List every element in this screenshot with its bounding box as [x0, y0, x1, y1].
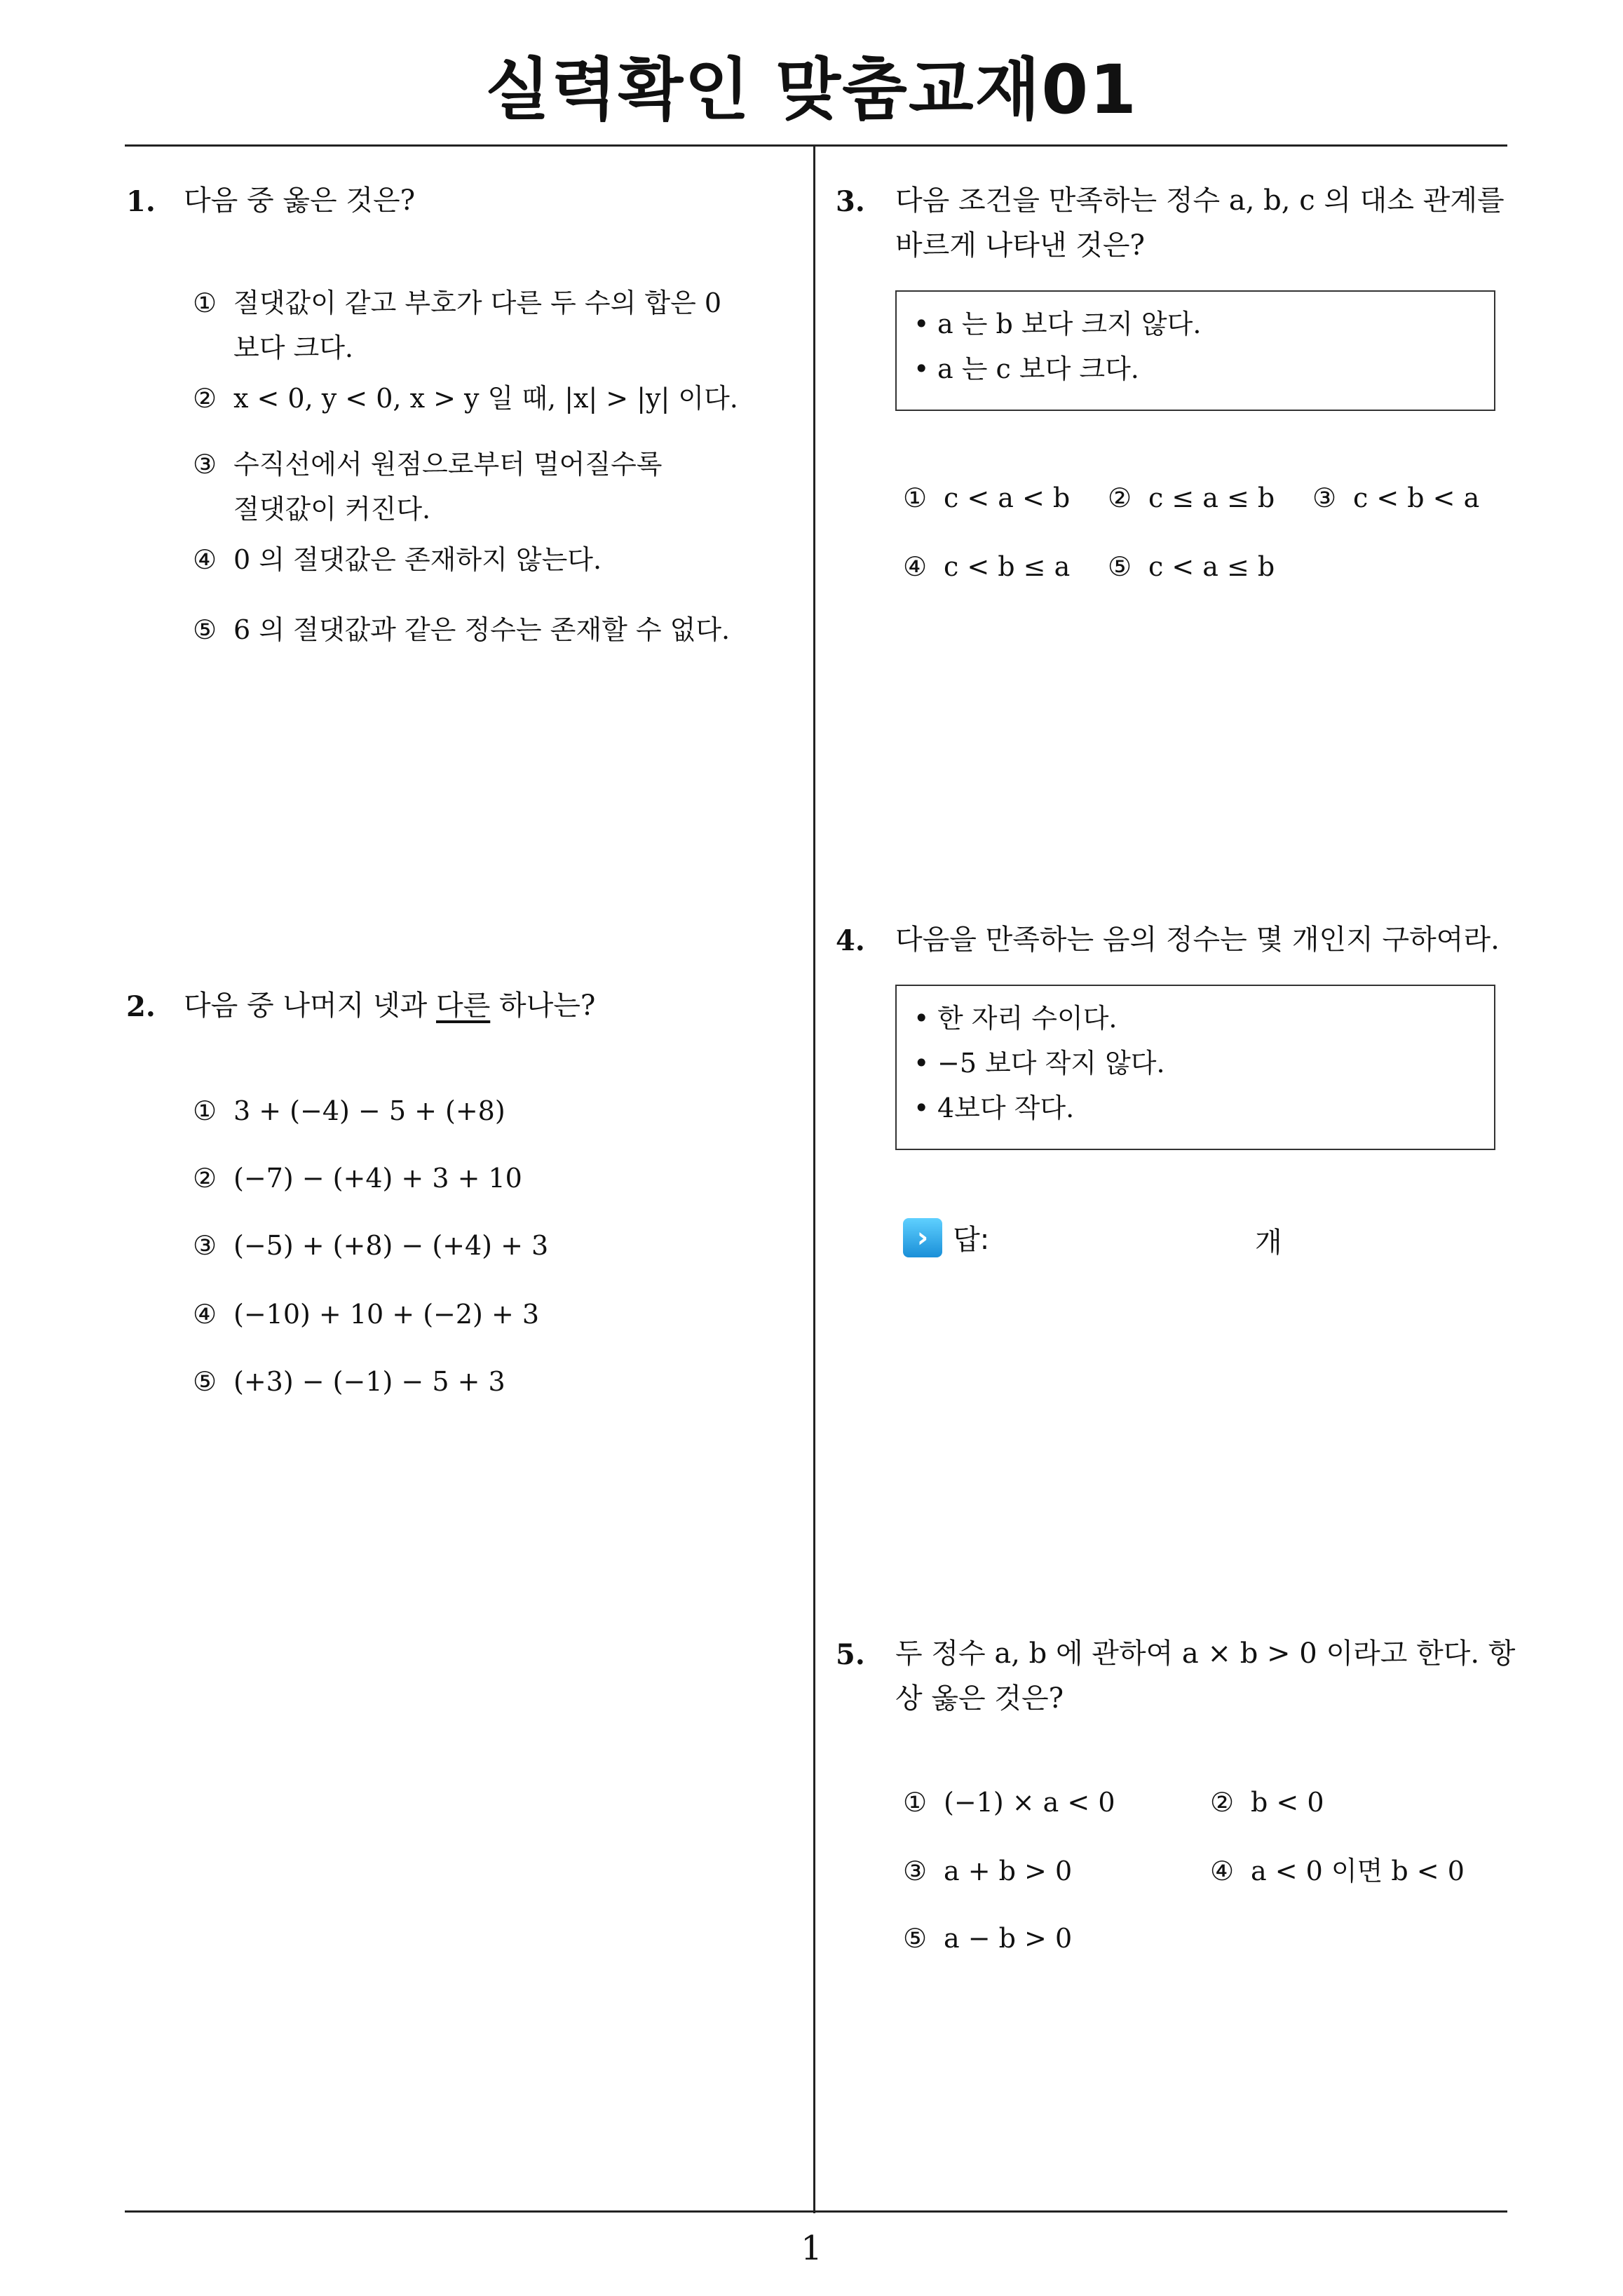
answer-input[interactable]: [993, 1217, 1247, 1257]
option-1[interactable]: ① 절댓값이 같고 부호가 다른 두 수의 합은 0 보다 크다.: [193, 288, 722, 363]
question-text: 다음을 만족하는 음의 정수는 몇 개인지 구하여라.: [895, 924, 1500, 956]
option-4[interactable]: ④ a < 0 이면 b < 0: [1210, 1856, 1465, 1886]
question-number: 3.: [836, 185, 865, 218]
chevron-right-icon: ›: [903, 1218, 942, 1257]
option-4[interactable]: ④ c < b ≤ a: [903, 551, 1071, 582]
page-number: 1: [801, 2229, 822, 2268]
condition-box: [895, 985, 1495, 1150]
answer-unit: 개: [1255, 1227, 1282, 1259]
question-number: 2.: [126, 990, 156, 1023]
condition-item: • −5 보다 작지 않다.: [914, 1041, 1477, 1086]
option-2[interactable]: ② b < 0: [1210, 1787, 1324, 1818]
option-1[interactable]: ① 3 + (−4) − 5 + (+8): [193, 1095, 505, 1126]
condition-box: [895, 290, 1495, 411]
option-2[interactable]: ② c ≤ a ≤ b: [1108, 482, 1275, 513]
question-text: 두 정수 a, b 에 관하여 a × b > 0 이라고 한다. 항상 옳은 것은?: [895, 1637, 1516, 1715]
answer-row: [903, 1217, 989, 1257]
option-4[interactable]: ④ (−10) + 10 + (−2) + 3: [193, 1299, 540, 1330]
question-number: 4.: [836, 924, 865, 957]
option-5[interactable]: ⑤ 6 의 절댓값과 같은 정수는 존재할 수 없다.: [193, 614, 731, 645]
column-divider: [813, 146, 815, 2213]
question-text: 다음 중 나머지 넷과 다른 하나는?: [184, 990, 596, 1022]
option-5[interactable]: ⑤ c < a ≤ b: [1108, 551, 1275, 582]
condition-item: • 한 자리 수이다.: [914, 996, 1477, 1041]
page-title: 실력확인 맞춤교재01: [485, 50, 1138, 129]
emphasis-underline: 다른: [435, 990, 491, 1022]
option-2[interactable]: ② x < 0, y < 0, x > y 일 때, |x| > |y| 이다.: [193, 383, 738, 414]
question-text: 다음 조건을 만족하는 정수 a, b, c 의 대소 관계를 바르게 나타낸 것은?: [895, 184, 1505, 262]
answer-label: 답:: [953, 1224, 990, 1256]
option-1[interactable]: ① (−1) × a < 0: [903, 1787, 1115, 1818]
question-text: 다음 중 옳은 것은?: [184, 184, 416, 217]
option-2[interactable]: ② (−7) − (+4) + 3 + 10: [193, 1163, 522, 1194]
option-3[interactable]: ③ (−5) + (+8) − (+4) + 3: [193, 1230, 549, 1261]
condition-item: • a 는 b 보다 크지 않다.: [914, 302, 1477, 346]
question-number: 5.: [836, 1638, 865, 1671]
question-number: 1.: [126, 185, 156, 218]
bottom-rule: [125, 2210, 1507, 2213]
condition-item: • a 는 c 보다 크다.: [914, 346, 1477, 391]
option-3[interactable]: ③ c < b < a: [1312, 482, 1480, 513]
option-5[interactable]: ⑤ (+3) − (−1) − 5 + 3: [193, 1366, 505, 1397]
option-4[interactable]: ④ 0 의 절댓값은 존재하지 않는다.: [193, 544, 602, 575]
condition-item: • 4보다 작다.: [914, 1086, 1477, 1130]
top-rule: [125, 144, 1507, 147]
option-3[interactable]: ③ 수직선에서 원점으로부터 멀어질수록 절댓값이 커진다.: [193, 449, 663, 525]
option-1[interactable]: ① c < a < b: [903, 482, 1071, 513]
option-5[interactable]: ⑤ a − b > 0: [903, 1923, 1073, 1954]
option-3[interactable]: ③ a + b > 0: [903, 1856, 1073, 1886]
